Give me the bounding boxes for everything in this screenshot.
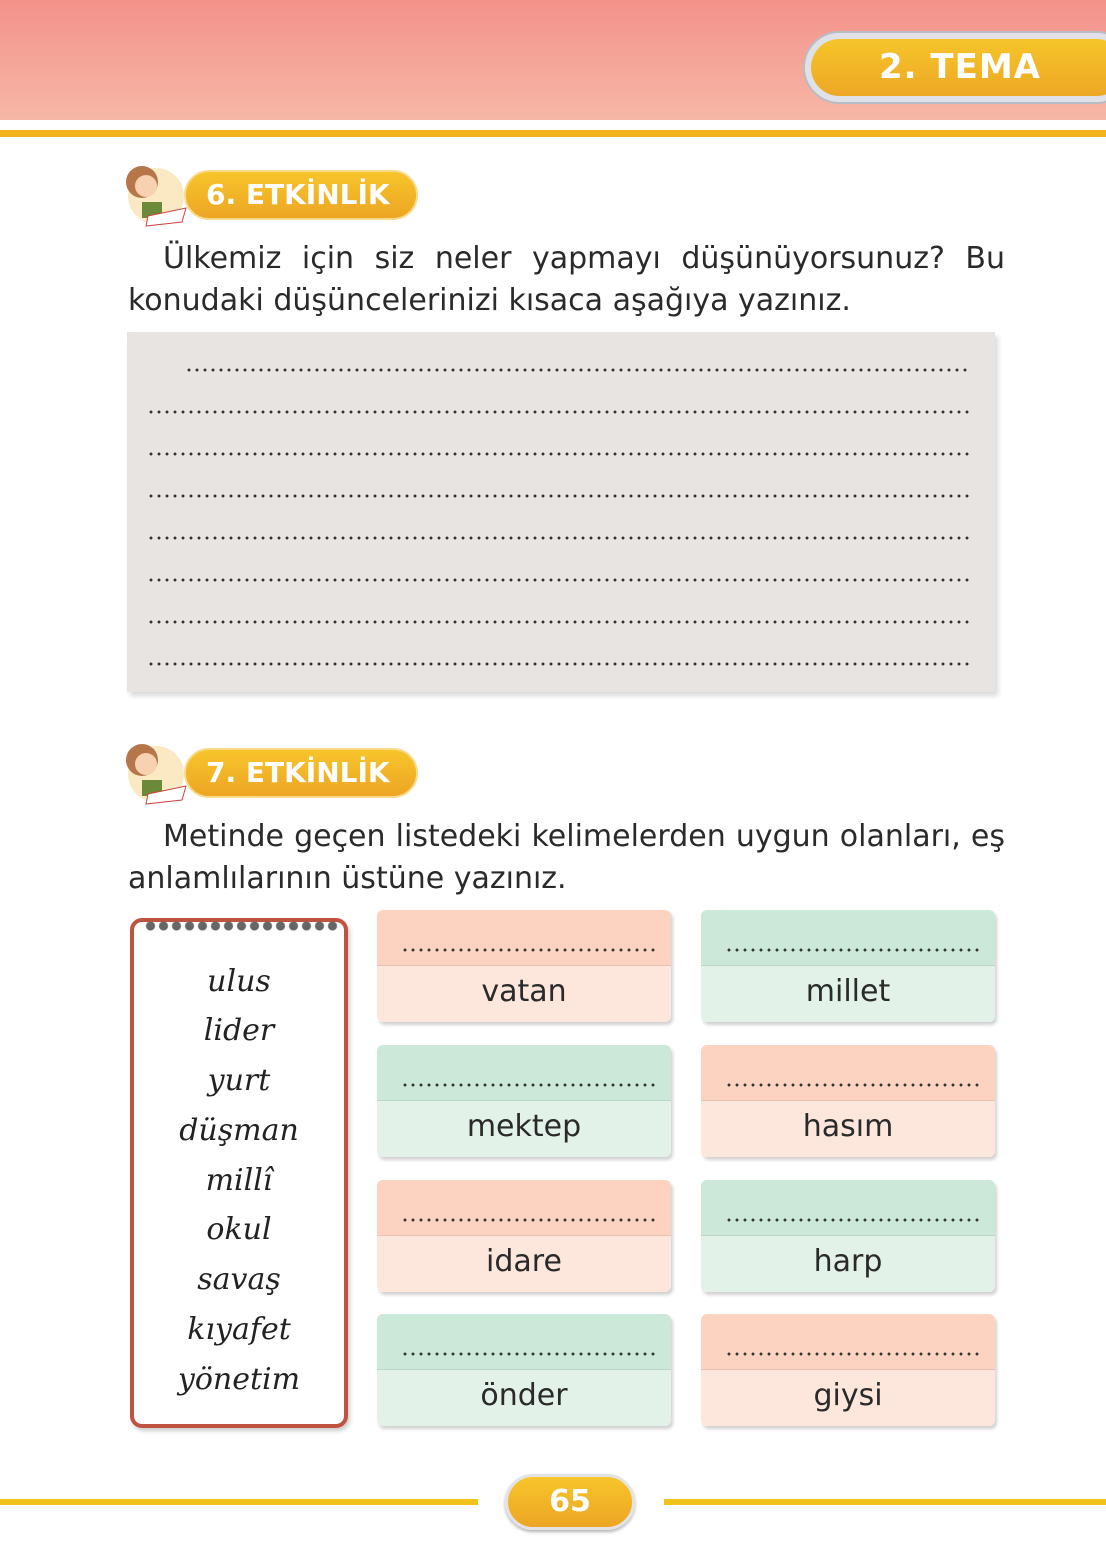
- synonym-card: [377, 1314, 671, 1426]
- synonym-word: mektep: [377, 1101, 671, 1157]
- synonym-card: [377, 1180, 671, 1292]
- theme-badge: [803, 31, 1106, 104]
- word-list-item: okul: [206, 1212, 272, 1247]
- header-divider: [0, 130, 1106, 137]
- synonym-word: harp: [701, 1236, 995, 1292]
- synonym-word: millet: [701, 966, 995, 1022]
- answer-line[interactable]: [725, 1352, 983, 1356]
- synonym-card: [701, 1180, 995, 1292]
- word-list-item: kıyafet: [187, 1312, 291, 1347]
- answer-line[interactable]: [147, 662, 971, 666]
- answer-line[interactable]: [147, 578, 971, 582]
- girl-mascot-icon: [112, 158, 190, 228]
- word-list-notebook: [130, 918, 348, 1428]
- activity-6-badge: [112, 158, 422, 228]
- word-list-item: millî: [205, 1163, 273, 1198]
- answer-line[interactable]: [401, 1352, 659, 1356]
- answer-line[interactable]: [147, 494, 971, 498]
- footer-line-right: [664, 1499, 1106, 1505]
- answer-line[interactable]: [725, 948, 983, 952]
- synonym-word: önder: [377, 1370, 671, 1426]
- answer-writing-area[interactable]: [127, 332, 995, 692]
- footer-line-left: [0, 1499, 478, 1505]
- activity-7-title: 7. ETKİNLİK: [184, 748, 418, 798]
- answer-line[interactable]: [401, 1083, 659, 1087]
- word-list-item: ulus: [207, 964, 271, 999]
- synonym-word: hasım: [701, 1101, 995, 1157]
- activity-6-instruction: Ülkemiz için siz neler yapmayı düşünüyorsunuz? Bu konudaki düşüncelerinizi kısaca aşağıya yazınız.: [128, 241, 1005, 318]
- activity-7-instruction: Metinde geçen listedeki kelimelerden uygun olanları, eş anlamlılarının üstüne yazınız.: [128, 819, 1005, 896]
- synonym-card: [377, 1045, 671, 1157]
- answer-line[interactable]: [147, 620, 971, 624]
- answer-line[interactable]: [147, 536, 971, 540]
- page-number: 65: [505, 1474, 635, 1530]
- answer-line[interactable]: [725, 1218, 983, 1222]
- answer-line[interactable]: [147, 452, 971, 456]
- synonym-word: idare: [377, 1236, 671, 1292]
- spiral-rings-icon: [144, 914, 339, 934]
- synonym-card: [701, 1045, 995, 1157]
- synonym-word: giysi: [701, 1370, 995, 1426]
- word-list-item: yurt: [207, 1063, 271, 1098]
- girl-mascot-icon: [112, 736, 190, 806]
- answer-line[interactable]: [147, 410, 971, 414]
- answer-line[interactable]: [725, 1083, 983, 1087]
- synonym-card: [701, 910, 995, 1022]
- activity-6-title: 6. ETKİNLİK: [184, 170, 418, 220]
- synonym-card: [701, 1314, 995, 1426]
- word-list-item: savaş: [197, 1262, 281, 1297]
- word-list-item: düşman: [179, 1113, 299, 1148]
- word-list-item: yönetim: [177, 1362, 301, 1397]
- synonym-card: [377, 910, 671, 1022]
- synonym-word: vatan: [377, 966, 671, 1022]
- answer-line[interactable]: [401, 948, 659, 952]
- answer-line[interactable]: [185, 368, 971, 372]
- theme-label: 2. TEMA: [811, 39, 1106, 96]
- answer-line[interactable]: [401, 1218, 659, 1222]
- activity-7-badge: [112, 736, 422, 806]
- word-list-item: lider: [203, 1013, 275, 1048]
